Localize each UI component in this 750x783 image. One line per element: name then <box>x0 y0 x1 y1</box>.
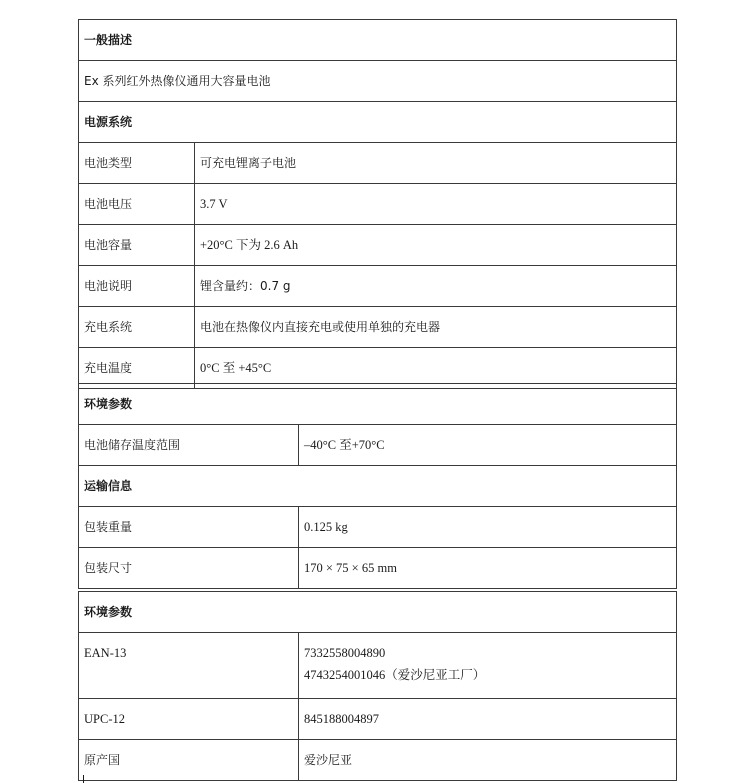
row-label: 电池电压 <box>79 184 195 225</box>
row-label: 充电温度 <box>79 348 195 389</box>
row-value: 可充电锂离子电池 <box>195 143 677 184</box>
general-description: Ex 系列红外热像仪通用大容量电池 <box>79 61 677 102</box>
row-value: 0°C 至 +45°C <box>195 348 677 389</box>
identifiers-table <box>78 591 677 781</box>
upc-value: 845188004897 <box>299 699 677 740</box>
row-value: 锂含量约：0.7 g <box>195 266 677 307</box>
general-power-table <box>78 19 677 389</box>
row-value: 0.125 kg <box>299 507 677 548</box>
table-row <box>79 61 677 102</box>
upc-label: UPC-12 <box>79 699 299 740</box>
identifiers-heading: 环境参数 <box>79 592 677 633</box>
section-header-power <box>79 102 677 143</box>
section-header-identifiers <box>79 592 677 633</box>
origin-label: 原产国 <box>79 740 299 781</box>
row-value: +20°C 下为 2.6 Ah <box>195 225 677 266</box>
row-label: 电池说明 <box>79 266 195 307</box>
section-header-general <box>79 20 677 61</box>
ean-label: EAN-13 <box>79 633 299 699</box>
row-label: 电池类型 <box>79 143 195 184</box>
text-cursor-mark <box>83 775 84 783</box>
row-value: 电池在热像仪内直接充电或使用单独的充电器 <box>195 307 677 348</box>
section-header-environment <box>79 384 677 425</box>
table-row <box>79 143 677 184</box>
power-heading: 电源系统 <box>79 102 677 143</box>
shipping-heading: 运输信息 <box>79 466 677 507</box>
table-row <box>79 699 677 740</box>
row-value: –40°C 至+70°C <box>299 425 677 466</box>
section-header-shipping <box>79 466 677 507</box>
table-row <box>79 740 677 781</box>
table-row <box>79 307 677 348</box>
table-row <box>79 548 677 589</box>
ean-value: 7332558004890 <box>304 646 386 660</box>
row-value: 170 × 75 × 65 mm <box>299 548 677 589</box>
origin-value: 爱沙尼亚 <box>299 740 677 781</box>
row-value: 3.7 V <box>195 184 677 225</box>
row-label: 电池储存温度范围 <box>79 425 299 466</box>
row-label: 包装重量 <box>79 507 299 548</box>
ean-values <box>299 633 677 699</box>
table-row <box>79 266 677 307</box>
row-label: 包装尺寸 <box>79 548 299 589</box>
table-row <box>79 184 677 225</box>
ean-value: 4743254001046（爱沙尼亚工厂） <box>304 668 486 682</box>
environment-shipping-table <box>78 383 677 589</box>
table-row <box>79 633 677 699</box>
row-label: 充电系统 <box>79 307 195 348</box>
table-row <box>79 507 677 548</box>
table-row <box>79 425 677 466</box>
general-heading: 一般描述 <box>79 20 677 61</box>
environment-heading: 环境参数 <box>79 384 677 425</box>
table-row <box>79 225 677 266</box>
row-label: 电池容量 <box>79 225 195 266</box>
